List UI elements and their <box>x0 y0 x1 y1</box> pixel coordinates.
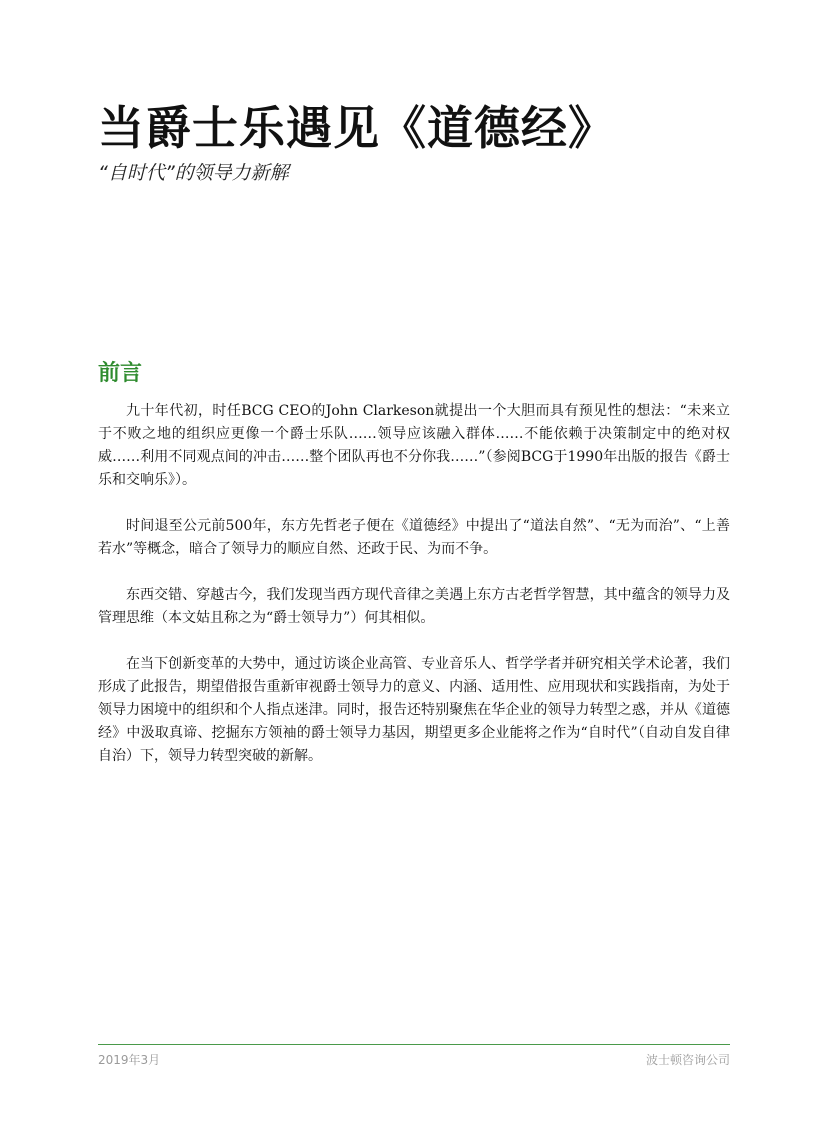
document-subtitle: “自时代”的领导力新解 <box>98 162 289 184</box>
preface-paragraph-3: 东西交错、穿越古今，我们发现当西方现代音律之美遇上东方古老哲学智慧，其中蕴含的领导力及管理思维（本文姑且称之为“爵士领导力”）何其相似。 <box>98 587 730 626</box>
preface-heading: 前言 <box>98 361 143 386</box>
footer-date: 2019年3月 <box>98 1053 161 1067</box>
preface-paragraph-2: 时间退至公元前500年，东方先哲老子便在《道德经》中提出了“道法自然”、“无为而治”、“上善若水”等概念，暗合了领导力的顺应自然、还政于民、为而不争。 <box>98 518 730 557</box>
footer-company: 波士顿咨询公司 <box>645 1053 730 1067</box>
preface-body <box>98 400 730 791</box>
document-title: 当爵士乐遇见《道德经》 <box>98 101 615 155</box>
preface-paragraph-4: 在当下创新变革的大势中，通过访谈企业高管、专业音乐人、哲学学者并研究相关学术论著，我们形成了此报告，期望借报告重新审视爵士领导力的意义、内涵、适用性、应用现状和实践指南，为处于领导力困境中的组织和个人指点迷津。同时，报告还特别聚焦在华企业的领导力转型之惑，并从《道德经》中汲取真谛、挖掘东方领袖的爵士领导力基因，期望更多企业能将之作为“自时代”（自动自发自律自治）下，领导力转型突破的新解。 <box>98 656 730 764</box>
preface-paragraph-1: 九十年代初，时任BCG CEO的John Clarkeson就提出一个大胆而具有预见性的想法：“未来立于不败之地的组织应更像一个爵士乐队……领导应该融入群体……不能依赖于决策制定中的绝对权威……利用不同观点间的冲击……整个团队再也不分你我……”（参阅BCG于1990年出版的报告《爵士乐和交响乐》）。 <box>98 403 730 488</box>
footer-divider <box>98 1044 730 1045</box>
